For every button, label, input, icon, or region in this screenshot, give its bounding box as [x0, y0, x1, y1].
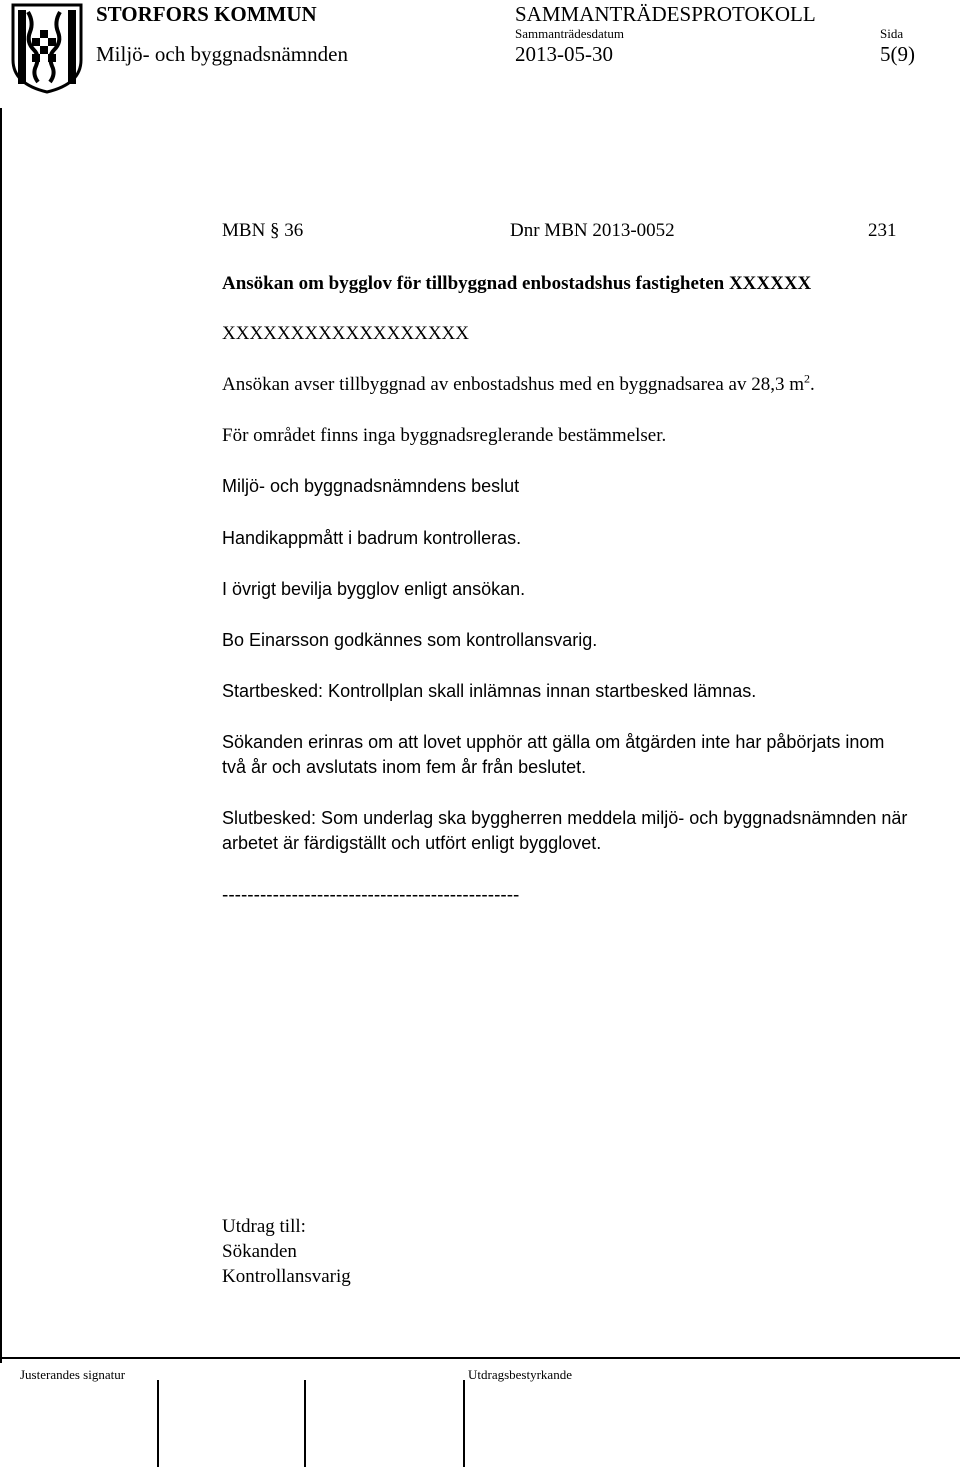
separator-line: ----------------------------------------------- — [222, 885, 520, 906]
protocol-body — [222, 218, 952, 908]
paragraph-id: MBN § 36 — [222, 220, 304, 241]
copy-to-block — [222, 1214, 351, 1289]
decision-item: Sökanden erinras om att lovet upphör att gälla om åtgärden inte har påbörjats inom två år och avslutats inom fem år från beslutet. — [222, 732, 885, 777]
description-end: . — [810, 374, 815, 395]
copy-to-label: Utdrag till: — [222, 1216, 306, 1237]
signature-box-divider — [157, 1380, 159, 1467]
municipality-coat-of-arms-icon — [10, 2, 84, 94]
property-designation: XXXXXXXXXXXXXXXXXX — [222, 323, 469, 344]
description-superscript: 2 — [804, 371, 811, 386]
planning-note: För området finns inga byggnadsreglerande bestämmelser. — [222, 425, 667, 446]
diary-number: Dnr MBN 2013-0052 — [510, 220, 675, 241]
committee-name: Miljö- och byggnadsnämnden — [96, 42, 348, 66]
document-type: SAMMANTRÄDESPROTOKOLL — [515, 2, 816, 26]
left-margin-line — [0, 108, 2, 1363]
decision-item: Bo Einarsson godkännes som kontrollansvarig. — [222, 630, 598, 650]
case-number: 231 — [868, 220, 897, 241]
decision-item: Startbesked: Kontrollplan skall inlämnas innan startbesked lämnas. — [222, 681, 757, 701]
page-number: 5(9) — [880, 42, 915, 66]
signature-label: Justerandes signatur — [20, 1367, 126, 1382]
certification-label: Utdragsbestyrkande — [468, 1367, 572, 1382]
org-name: STORFORS KOMMUN — [96, 2, 317, 26]
meeting-date: 2013-05-30 — [515, 42, 613, 66]
copy-recipient: Sökanden — [222, 1241, 297, 1262]
page-label: Sida — [880, 26, 904, 41]
meeting-date-label: Sammanträdesdatum — [515, 26, 625, 41]
decision-heading: Miljö- och byggnadsnämndens beslut — [222, 476, 520, 496]
case-title: Ansökan om bygglov för tillbyggnad enbostadshus fastigheten XXXXXX — [222, 273, 812, 294]
description-text: Ansökan avser tillbyggnad av enbostadshus med en byggnadsarea av 28,3 m — [222, 374, 805, 395]
case-reference-row — [222, 218, 952, 246]
decision-item: Slutbesked: Som underlag ska byggherren meddela miljö- och byggnadsnämnden när arbetet är färdigställt och utfört enligt bygglovet. — [222, 808, 908, 853]
signature-box-divider — [463, 1380, 465, 1467]
copy-recipient: Kontrollansvarig — [222, 1266, 351, 1287]
footer-divider — [0, 1357, 960, 1359]
decision-item: I övrigt bevilja bygglov enligt ansökan. — [222, 579, 526, 599]
application-description — [222, 372, 952, 397]
decision-item: Handikappmått i badrum kontrolleras. — [222, 528, 522, 548]
signature-box-divider — [304, 1380, 306, 1467]
